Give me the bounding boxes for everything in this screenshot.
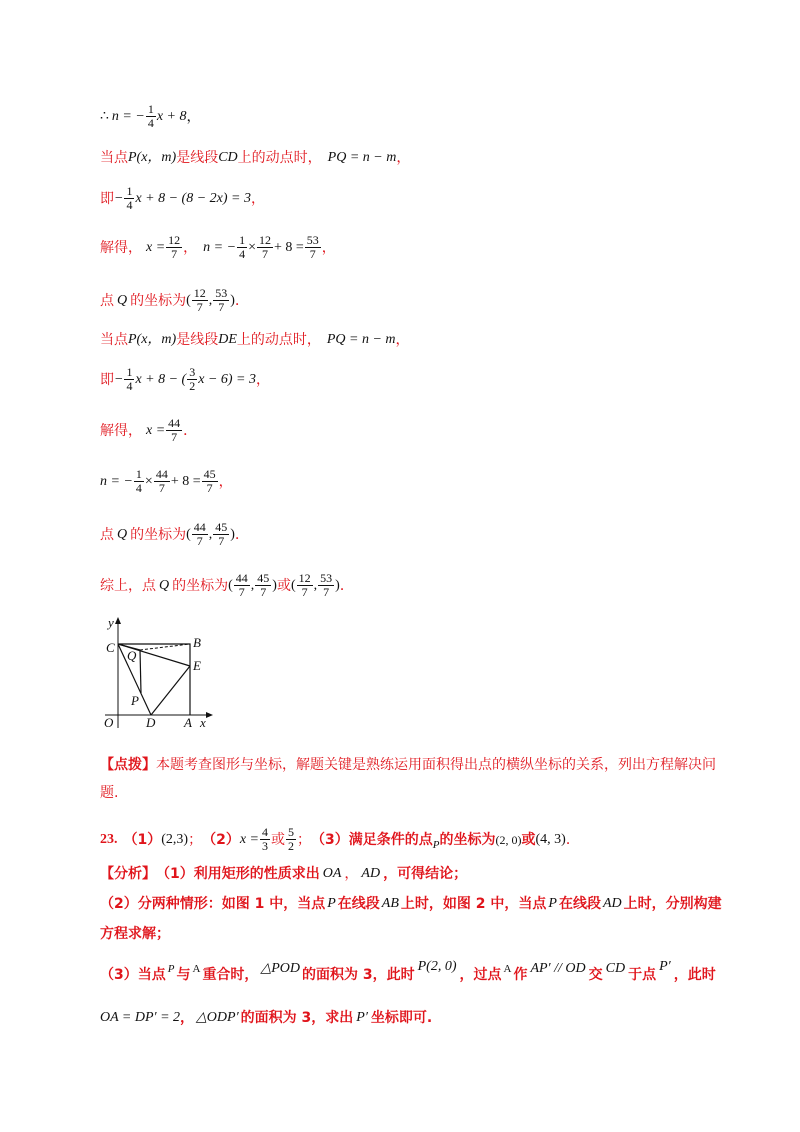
tip-line-2: 题. xyxy=(100,785,119,801)
answer-23: 23. （1） (2,3) ； （2） x = $\frac{4}{3}$ 或 $\frac{5}{2}$ ； （3）满足条件的点 P 的坐标为 (2, 0) 或 (4, 3) ． xyxy=(100,825,580,853)
fraction: $\frac{45}{7}$ xyxy=(203,467,216,495)
analysis-line-2b: 方程求解； xyxy=(100,926,170,942)
solution-line-1: ∴ n = − $\frac{1}{4}$ x + 8 ， xyxy=(100,102,201,130)
fraction: $\frac{12}{7}$ xyxy=(258,233,271,261)
geometry-figure xyxy=(95,612,225,734)
solution-line-3: 即 − $\frac{1}{4}$ x + 8 − (8 − 2x) = 3 ， xyxy=(100,184,265,212)
fraction: $\frac{1}{4}$ xyxy=(239,233,246,261)
solution-line-5: 点 Q 的坐标为 ( $\frac{12}{7}$ , $\frac{53}{7}$ ) ． xyxy=(100,286,249,314)
therefore-symbol: ∴ xyxy=(100,108,109,124)
fraction: $\frac{3}{2}$ xyxy=(189,365,196,393)
label-O: O xyxy=(104,715,114,730)
solution-line-9: n = − $\frac{1}{4}$ × $\frac{44}{7}$ + 8 = $\frac{45}{7}$ ， xyxy=(100,467,233,495)
analysis-line-1: 【分析】 （1）利用矩形的性质求出 OA ， AD ，可得结论； xyxy=(100,866,468,882)
fraction: $\frac{44}{7}$ xyxy=(235,571,248,599)
label-D: D xyxy=(146,715,156,730)
segment-QB-dashed xyxy=(140,644,190,650)
fraction: $\frac{44}{7}$ xyxy=(155,467,168,495)
segment-DE xyxy=(151,666,190,715)
fraction: $\frac{5}{2}$ xyxy=(288,825,294,853)
fraction: $\frac{53}{7}$ xyxy=(320,571,333,599)
fraction: $\frac{53}{7}$ xyxy=(215,286,228,314)
label-Q: Q xyxy=(127,648,137,663)
fraction: $\frac{45}{7}$ xyxy=(257,571,270,599)
question-number: 23. xyxy=(100,831,118,847)
analysis-line-3: （3）当点 P 与 A 重合时， △POD 的面积为 3，此时 P(2, 0) ，过点 A 作 AP′ // OD 交 CD 于点 P′ ，此时 xyxy=(100,959,716,983)
solution-line-6: 当点 P(x，m) 是线段 DE 上的动点时， PQ = n − m ， xyxy=(100,332,410,348)
fraction: $\frac{12}{7}$ xyxy=(168,233,181,261)
fraction: $\frac{1}{4}$ xyxy=(147,102,154,130)
solution-line-4: 解得， x = $\frac{12}{7}$ ， n = − $\frac{1}{4}$ × $\frac{12}{7}$ + 8 = $\frac{53}{7}$ ， xyxy=(100,233,336,261)
label-C: C xyxy=(106,640,115,655)
fraction: $\frac{44}{7}$ xyxy=(168,416,181,444)
analysis-tag: 【分析】 xyxy=(100,866,156,882)
fraction: $\frac{53}{7}$ xyxy=(306,233,319,261)
label-y: y xyxy=(108,615,114,630)
segment-QP xyxy=(140,650,141,693)
tip-tag: 【点拨】 xyxy=(100,757,156,773)
label-P: P xyxy=(131,693,139,708)
solution-line-7: 即 − $\frac{1}{4}$ x + 8 − ( $\frac{3}{2}$ x − 6) = 3 ， xyxy=(100,365,271,393)
solution-line-11: 综上，点 Q 的坐标为 ( $\frac{44}{7}$ , $\frac{45}{7}$ ) 或 ( $\frac{12}{7}$ , $\frac{53}{7}$ ) ． xyxy=(100,571,354,599)
fraction: $\frac{1}{4}$ xyxy=(126,365,133,393)
label-E: E xyxy=(193,658,201,673)
analysis-line-4: OA = DP′ = 2 ， △ODP′ 的面积为 3，求出 P′ 坐标即可. xyxy=(100,1010,433,1026)
fraction: $\frac{4}{3}$ xyxy=(262,825,268,853)
solution-line-10: 点 Q 的坐标为 ( $\frac{44}{7}$ , $\frac{45}{7}$ ) ． xyxy=(100,520,249,548)
tip-line-1: 【点拨】 本题考查图形与坐标，解题关键是熟练运用面积得出点的横纵坐标的关系，列出方程解决问 xyxy=(100,757,716,773)
fraction: $\frac{45}{7}$ xyxy=(215,520,228,548)
fraction: $\frac{12}{7}$ xyxy=(298,571,311,599)
solution-line-2: 当点 P(x，m) 是线段 CD 上的动点时， PQ = n − m ， xyxy=(100,150,411,166)
fraction: $\frac{1}{4}$ xyxy=(135,467,142,495)
fraction: $\frac{1}{4}$ xyxy=(126,184,133,212)
fraction: $\frac{44}{7}$ xyxy=(193,520,206,548)
label-x: x xyxy=(200,715,206,730)
label-B: B xyxy=(193,635,201,650)
fraction: $\frac{12}{7}$ xyxy=(193,286,206,314)
label-A: A xyxy=(184,715,192,730)
analysis-line-2: （2）分两种情形：如图 1 中，当点 P 在线段 AB 上时，如图 2 中，当点 P 在线段 AD 上时，分别构建 xyxy=(100,896,722,912)
solution-line-8: 解得， x = $\frac{44}{7}$ ． xyxy=(100,416,198,444)
